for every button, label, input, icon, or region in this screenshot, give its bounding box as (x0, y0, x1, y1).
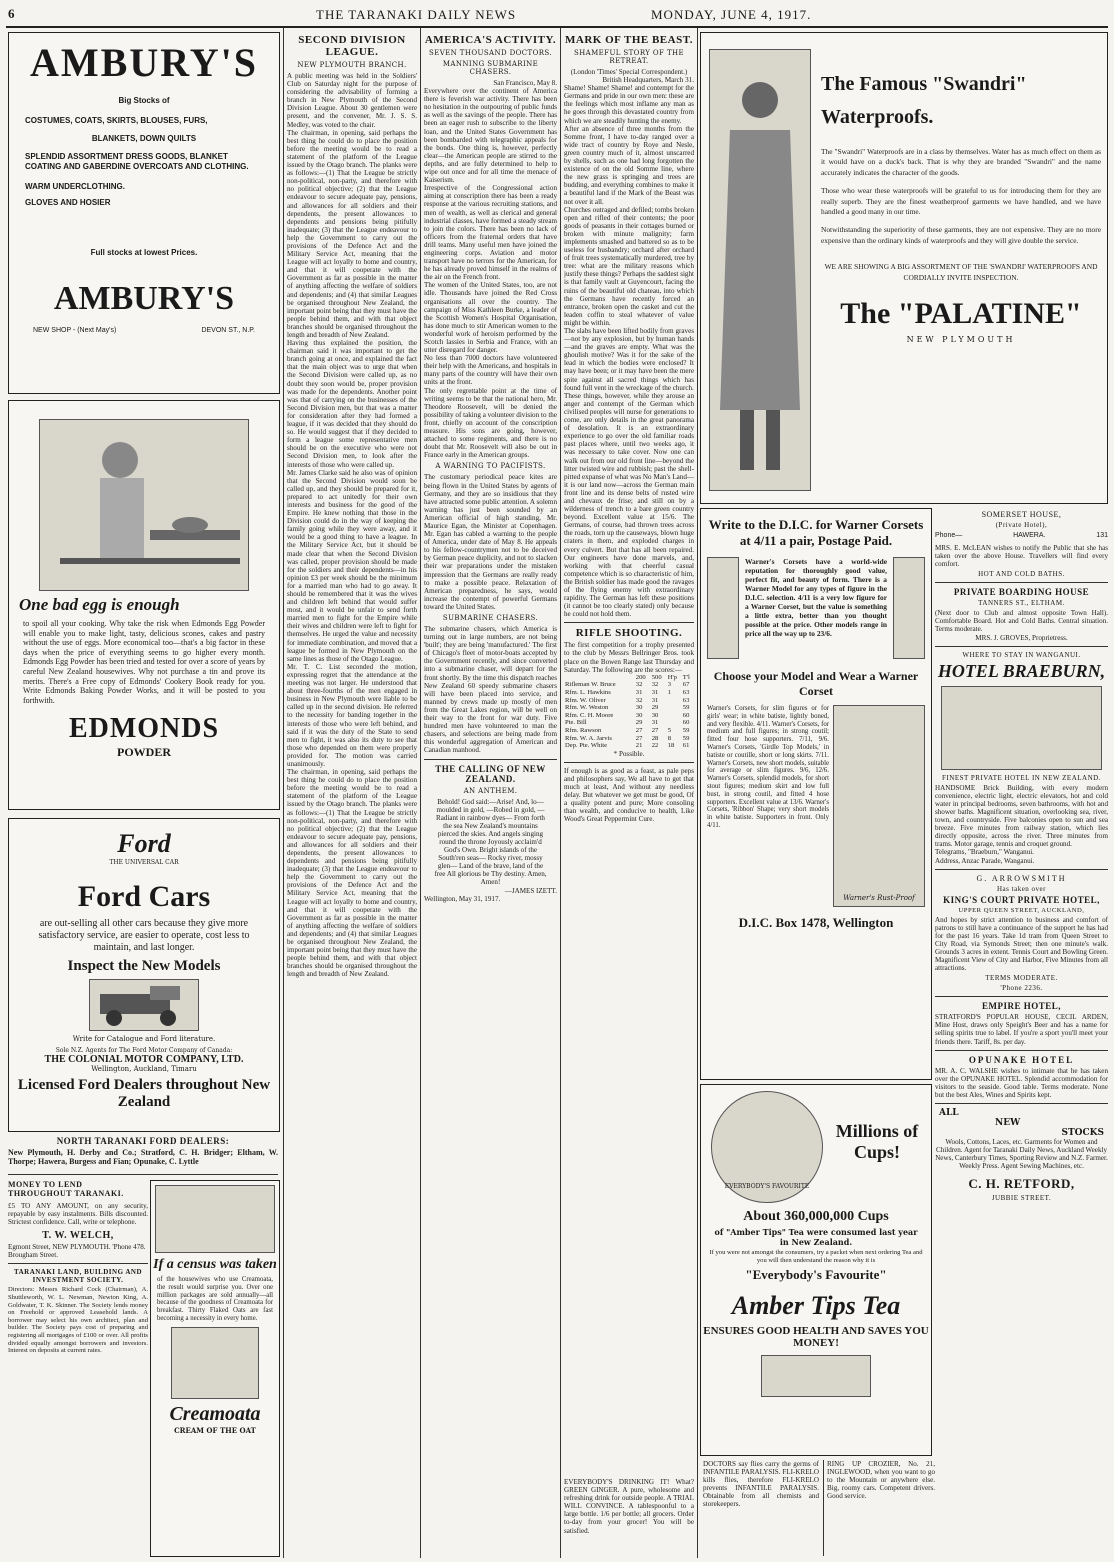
table-cell: 30 (635, 704, 643, 712)
braeburn-finest: FINEST PRIVATE HOTEL IN NEW ZEALAND. (942, 773, 1101, 782)
swandri-title-1: The Famous "Swandri" (821, 73, 1027, 95)
mark-article (564, 32, 694, 1554)
palatine-store: The "PALATINE" (840, 297, 1082, 331)
braeburn-addr: Address, Anzac Parade, Wanganui. (935, 856, 1035, 865)
swandri-p3: Notwithstanding the superiority of these garments, they are not expensive. They are no more expensive than the ordinary kinds of waterproofs and they will give double the service. (821, 225, 1101, 245)
ambury-shop: NEW SHOP - (Next May's) (33, 327, 117, 334)
mark-title: MARK OF THE BEAST. (565, 34, 693, 46)
table-cell: Pte. Bill (565, 719, 587, 727)
table-cell: 18 (667, 742, 675, 750)
league-title: SECOND DIVISION LEAGUE. (298, 34, 406, 58)
opunake-body: MR. A. C. WALSHE wishes to intimate that he has taken over the OPUNAKE HOTEL. Splendid accommodation for visitors to the seaside. Good table. Terms moderate. None but the best Ales, Wines and Spirits kept. (935, 1066, 1108, 1099)
welch-body: £5 TO ANY AMOUNT, on any security, repayable by easy instalments. Bills discounted. Strictest confidence. Call, write or telephone. (8, 1202, 148, 1227)
ambury-line-6: Full stocks at lowest Prices. (90, 248, 198, 257)
table-cell: 59 (682, 726, 690, 734)
dic-warner-ad (700, 508, 932, 1080)
creamoata-headline: If a census was taken (153, 1257, 277, 1272)
table-cell: 63 (682, 696, 690, 704)
swandri-p4: WE ARE SHOWING A BIG ASSORTMENT OF THE 'SWANDRI' WATERPROOFS AND CORDIALLY INVITE INSPECTION. (824, 262, 1098, 282)
tea-ensures: ENSURES GOOD HEALTH AND SAVES YOU MONEY! (703, 1325, 929, 1350)
tea-favourite: EVERYBODY'S FAVOURITE (724, 1183, 810, 1190)
ford-inspect: Inspect the New Models (67, 958, 221, 974)
tea-about: About 360,000,000 Cups (743, 1209, 889, 1224)
mark-p3: Churches outraged and defiled; tombs broken open and rifled of their contents; the poor goods of peasants in their cottages burned or broken with minute malignity; farm implements smashed and battered so as to be useless for husbandry; orchard after orchard of fruit trees systematically murdered, tree by tree: what are the military reasons which justify these things? Perhaps the saddest sight is that family vault at Guyencourt, facing the ruins of the beautiful old chateau, into which the Germans have recently forced an entrance, broken open the casket and cut the leaden coffin to steal whatever of value might be within. (564, 205, 694, 327)
table-cell: 27 (651, 726, 659, 734)
league-p3: Having thus explained the position, the chairman said it was important to get the branch going at once, and explained the fact that the main object was to urge that when the Second Division were called up, as no doubt they soon would be, proper provision was made for the dependents. Another point was that of carrying on the businesses of the Second Division men, but that was a matter for consideration after they had formed a league, if it was decided that they should do so. He would suggest that if they decided to form a league some representative men should be on the executive who were not Second Division men, to look after the interests of those who were called up. (287, 339, 417, 469)
retford-all: ALL (939, 1108, 959, 1118)
table-cell: 60 (682, 719, 690, 727)
table-cell: 32 (635, 696, 643, 704)
somerset-town: HAWERA. (1013, 532, 1046, 539)
braeburn-name: HOTEL BRAEBURN, (937, 660, 1106, 681)
table-cell: 31 (635, 688, 643, 696)
calling-sub: AN ANTHEM. (463, 786, 518, 795)
welch-addr: Egmont Street, NEW PLYMOUTH. 'Phone 478. (8, 1243, 146, 1252)
table-cell: Rfm. Rawson (565, 726, 602, 734)
drinking-text: EVERYBODY'S DRINKING IT! What? GREEN GINGER. A pure, wholesome and refreshing drink for outside people. A TRIAL WILL CONVINCE. A tablespoonful to a large bottle. 1/6 per bottle; all grocers. Order to-day from your grocer! You will be satisfied. (564, 1478, 694, 1535)
league-p1: A public meeting was held in the Soldiers' Club on Saturday night for the purpose of considering the advisability of forming a branch in New Plymouth of the Second Division League. About 30 gentlemen were present, and the convener, Mr. J. S. S. Medley, was voted to the chair. (287, 72, 417, 129)
table-row (564, 742, 694, 750)
ford-agents: Sole N.Z. Agents for The Ford Motor Company of Canada: (55, 1047, 233, 1054)
tea-packet-illustration (761, 1355, 871, 1397)
creamoata-package (171, 1327, 259, 1399)
ford-dealers-title: NORTH TARANAKI FORD DEALERS: (56, 1136, 230, 1146)
table-cell: 29 (651, 704, 659, 712)
welch-title: MONEY TO LEND THROUGHOUT TARANAKI. (8, 1180, 124, 1198)
ambury-line-1: COSTUMES, COATS, SKIRTS, BLOUSES, FURS, (25, 116, 208, 125)
column-rule (697, 28, 698, 1558)
table-cell: 59 (682, 734, 690, 742)
creamoata-body: of the housewives who use Creamoata, the result would surprise you. Over one million packages are sold annually—all because of the goodness of Creamoata for breakfast. Thirty Flaked Oats are fast becoming a necessity in every home. (157, 1276, 273, 1322)
kings-name: KING'S COURT PRIVATE HOTEL, (943, 894, 1100, 905)
rifle-col-500: 500 (651, 673, 662, 681)
mark-sub: SHAMEFUL STORY OF THE RETREAT. (573, 49, 685, 65)
america-p5: The only regrettable point at the time of writing seems to be that the national hero, Mr. Theodore Roosevelt, will be denied the possibility of taking a volunteer division to the front, chiefly on account of the conscription measure. His sons are going, however, attached to some regiments, and there is no doubt that Mr. Roosevelt will also be out in France early in the American groups. (424, 386, 557, 460)
rifle-col-total: T'l (682, 673, 690, 681)
boarding-title: PRIVATE BOARDING HOUSE (953, 587, 1090, 598)
woman-baking-illustration (39, 419, 249, 591)
table-cell: Dep. Pte. White (565, 742, 607, 750)
welch-column (8, 1178, 148, 1556)
table-cell: 1 (667, 688, 671, 696)
retford-new: NEW (995, 1118, 1021, 1128)
table-cell: 5 (667, 726, 671, 734)
america-sub1: SEVEN THOUSAND DOCTORS. (428, 49, 552, 57)
creamoata-ad (150, 1180, 280, 1557)
mark-p4: The slabs have been lifted bodily from graves—not by any explosion, but by human hands—and the graves are empty. What was the ghoulish motive? Was it for the sake of the lead in which the bodies were enclosed? It may have been; or it may have been the mere spite against all sacred things which has found full vent in the wreckage of the church. (564, 327, 694, 392)
braeburn-body: HANDSOME Brick Building, with every modern convenience, electric light, electric elevators, hot and cold water in principal bedrooms, seven bathrooms, with hot and shower baths. Magnificent situation, overlooking sea, river, town, and countryside. Five balconies open to sun and sea breeze. Five minutes from railway station, which lies directly opposite, across the river. Three minutes from trams. Motor garage, tennis and croquet ground. (935, 783, 1108, 849)
table-cell (667, 719, 682, 727)
retford-name: C. H. RETFORD, (968, 1176, 1075, 1192)
table-cell: 8 (667, 734, 671, 742)
tea-millions: Millions of Cups! (835, 1121, 919, 1162)
america-p1: Everywhere over the continent of America there is feverish war activity. There has been no hesitation in the outpouring of public funds as well as the savings of the people. There has been an eager rush to subscribe to the liberty loan, and the United States Government has been bombarded with telegraphic appeals for the bonds. One thing is, however, perfectly clear—the American people are stirred to the depths, and are fully determined to help to wipe out once and for all time the menace of Kaiserism. (424, 87, 557, 185)
car-icon (90, 980, 198, 1030)
ambury-ad (8, 32, 280, 394)
ford-car-illustration (89, 979, 199, 1031)
mark-p1: Shame! Shame! Shame! and contempt for the Germans and pride in our own men: these are the feelings which most inflame any man as he goes through this devastated country from which we are steadily hunting the enemy. (564, 84, 694, 125)
page-number: 6 (8, 6, 16, 21)
table-cell (667, 697, 682, 705)
opunake-name: OPUNAKE HOTEL (968, 1054, 1075, 1065)
ford-ad (8, 818, 280, 1132)
amber-tips-ad (700, 1084, 932, 1456)
kings-has: Has taken over (997, 884, 1046, 893)
rifle-note: * Possible. (613, 749, 645, 758)
ford-tag: THE UNIVERSAL CAR (109, 859, 179, 866)
table-cell (667, 704, 682, 712)
table-row (564, 712, 694, 720)
masthead (6, 4, 1108, 28)
baking-scene-icon (40, 420, 248, 590)
america-pacifists-title: A WARNING TO PACIFISTS. (435, 462, 546, 471)
league-article (287, 32, 417, 1554)
table-row (564, 704, 694, 712)
cereal-packet-illustration (155, 1185, 275, 1253)
peppermint-verse: If enough is as good as a feast, as pale peps and philosophers say, We all have to get that much at least, And without any needless delay. But whatever we get must be good, Of a quality potent and pure; More consoling than wealth, and conducive to health, Like Wood's Great Peppermint Cure. (564, 766, 694, 824)
braeburn-where: WHERE TO STAY IN WANGANUI. (962, 650, 1081, 659)
table-cell: 30 (651, 711, 659, 719)
rifle-scores-table (564, 674, 694, 750)
america-p4: No less than 7000 doctors have volunteered their help with the Americans, and hospitals in many parts of the country will have their own units at the front. (424, 354, 557, 387)
issue-date: MONDAY, JUNE 4, 1917. (651, 7, 812, 22)
swandri-title-2: Waterproofs. (821, 106, 934, 128)
ford-catalogue: Write for Catalogue and Ford literature. (72, 1035, 216, 1043)
america-p3: The women of the United States, too, are not idle. Thousands have joined the Red Cross organisations all over the country. The campaign of Miss Kathleen Burke, a leader of the Scottish Women's Hospital Organisation, has done much to stir American women to the wonderful work of heroism performed by the Scotch lassies in Serbia and France, with an utter disregard for danger. (424, 281, 557, 355)
kings-terms: TERMS MODERATE. (985, 974, 1058, 983)
table-cell: 59 (682, 704, 690, 712)
welch-brougham: Brougham Street. (8, 1251, 59, 1260)
boarding-sub: TANNERS ST., ELTHAM. (978, 599, 1065, 608)
palatine-town: NEW PLYMOUTH (906, 335, 1016, 345)
table-cell: Rfm. W. A. Jarvis (565, 734, 612, 742)
table-cell: 31 (651, 696, 659, 704)
ambury-line-2: BLANKETS, DOWN QUILTS (91, 134, 197, 143)
dic-title: Write to the D.I.C. for Warner Corsets at 4/11 a pair, Postage Paid. (708, 517, 924, 548)
column-rule (283, 28, 284, 1558)
crozier-text: RING UP CROZIER, No. 21, INGLEWOOD, when you want to go to the Mountain or anywhere else. Big, roomy cars. Competent drivers. Good service. (827, 1460, 935, 1501)
ford-dealers (8, 1134, 278, 1175)
building-body: Directors: Messrs Richard Cock (Chairman), A. Shuttleworth, W. L. Newman, Newton King, A. Goldwater, T. K. Skinner. The Society lends money on Freehold or approved Leasehold lands. A borrower may select his own architect, plan and builder. The Society pays cost of preparing and registering all mortgages of £100 or over. All profits divided equally amongst borrowers and investors. Interest on deposits at current rates. (8, 1286, 148, 1355)
ford-logo: Ford (117, 829, 171, 858)
table-cell: 67 (682, 681, 690, 689)
table-cell: 32 (651, 681, 659, 689)
dic-models: Warner's Corsets, for slim figures or for girls' wear; in white batiste, lightly boned, and very flexible. 4/11. Warner's Corsets, for medium and full figures; in strong coutil; fitted four hose supporters. 7/11, 9/6. Warner's Corsets, 'Girdle Top Models,' in batiste or coutille, short or long skirts. 7/11. Warner's Corsets, new short models, suitable for average or slim figures. 9/6, 12/6. Warner's Corsets, splendid models, for short stout figures; medium skirt and low full bust, in strong coutil, and fitted 4 hose supporters. Excellent value at 13/6. Warner's Corsets, 'Ribbon' Shape; very short models in white batiste. Supporters in front. Only 4/11. (707, 705, 829, 829)
tea-consumed: of "Amber Tips" Tea were consumed last year in New Zealand. (714, 1227, 918, 1247)
crozier-notice (823, 1460, 935, 1556)
infantile-text: DOCTORS say flies carry the germs of INFANTILE PARALYSIS. FLI-KRELO kills flies, therefore FLI-KRELO prevents INFANTILE PARALYSIS. Obtainable from all chemists and storekeepers. (703, 1460, 819, 1509)
teapot-illustration (711, 1091, 823, 1203)
table-cell: 29 (635, 719, 643, 727)
table-row (564, 681, 694, 689)
america-p6: The customary periodical peace kites are being flown in the United States by agents of Germany, and they are so insidious that they have attracted some public attention. A solemn warning has just been sounded by an American official of high standing, Mr. Maurice Egan, the Minister at Copenhagen. Mr. Egan has cabled a warning to the people of America, under date of May 8. He appeals to his fellow-countrymen not to be deceived by German peace duplicity, and not to slacken their war preparations under the mistaken impression that the Germans are really ready to make a possible peace. Relaxation of American preparedness, he says, would increase the contempt of powerful Germans toward the United States. (424, 473, 557, 611)
retford-items: Wools, Cottons, Laces, etc. Garments for Women and Children. Agent for Taranaki Daily News, Auckland Weekly News, Canterbury Times, Sporting Review and N.Z. Farmer. Weekly Press. Agent Sewing Machines, etc. (935, 1138, 1108, 1171)
empire-name: EMPIRE HOTEL, (981, 1001, 1061, 1012)
table-row (564, 727, 694, 735)
table-row (564, 719, 694, 727)
mark-p5: These things, however, while they arouse an anger and contempt of the German which civilised peoples will nurse for generations to come, are only details in the great panorama of desolation. It is an extraordinary experience to go over the old familiar roads past places where, until two weeks ago, it was necessary to take cover. Now one can walk out from our old front line—beyond the litter twisted wire and rubbish; past the shell-pitted expanse of what was No Man's Land—it is our land now—across the German main front line and its dense belts of rusted wire and chevaux de frise; and still on by a wilderness of trench to a bare green country beyond. Excellent value at 15/6. The Germans, of course, had thrown trees across the roads, torn up the causeways, blown huge craters in them, and exploded charges in every culvert. But that has all been repaired. Our engineers have done marvels, and, working with that cheerful casual competence which is so characteristic of him, the British soldier has made good the ravages of the flying enemy with extraordinary rapidity. The German has left these positions (it cannot be too clearly stated) only because he could not hold them. (564, 391, 694, 619)
table-row (564, 735, 694, 743)
retford-stocks: STOCKS (1061, 1128, 1104, 1138)
mark-dateline: British Headquarters, March 31. (602, 76, 694, 85)
tea-brand: Amber Tips Tea (731, 1291, 901, 1321)
boarding-owner: MRS. J. GROVES, Proprietress. (975, 633, 1068, 642)
america-article (424, 32, 557, 1554)
table-cell: 63 (682, 688, 690, 696)
braeburn-tele: Telegrams, "Braeburn," Wanganui. (935, 848, 1034, 857)
boarding-body: (Next door to Club and almost opposite Town Hall). Comfortable Board. Hot and Cold Baths. Central situation. Terms moderate. (935, 609, 1108, 634)
ford-company: THE COLONIAL MOTOR COMPANY, LTD. (44, 1054, 244, 1065)
edmonds-headline: One bad egg is enough (19, 595, 180, 614)
mark-p2: After an absence of three months from the Somme front, I have to-day ranged over a wide tract of country by Roye and Nesle, green country much of it, almost unscarred by shells, such as one had long forgotten the existence of on the old Somme line, where the new grass is springing and trees are budding, and everything combines to make it a beautiful land if the Mark of the Beast was not over it all. (564, 124, 694, 206)
calling-title: THE CALLING OF NEW ZEALAND. (435, 763, 546, 784)
corset-box-left (707, 557, 739, 659)
ambury-line-5: GLOVES AND HOSIER (25, 198, 111, 207)
right-column (935, 508, 1108, 1556)
america-dateline: San Francisco, May 8. (493, 79, 557, 87)
empire-body: STRATFORD'S POPULAR HOUSE, CECIL ARDEN, Mine Host, draws only Speight's Beer and has a name for selling spirits true to label. If you're a sport you'll meet your friends there. Tariff, 8s. per day. (935, 1013, 1108, 1046)
somerset-body: MRS. E. McLEAN wishes to notify the Public that she has taken over the above House. Travellers will find every comfort. (935, 544, 1108, 569)
ambury-big-stocks: Big Stocks of (118, 96, 170, 105)
table-cell: 27 (635, 726, 643, 734)
table-cell (667, 712, 682, 720)
league-p4: Mr. James Clarke said he also was of opinion that the Second Division would soon be called up, and they should be prepared for it, prepared to act unitedly for their own interests and business for the good of the Empire. He knew nothing that those in the Division could do in the way of keeping the family going while they were away, and it would be a good thing to have a league. In the Military Service Act, but it should be made clear that when the Second Division was called, proper provision should be made for the soldiers and their dependents—in his opinion £3 per week should be the minimum for a married man who had to go away. It should be remembered that it was the wives and children left behind that would suffer most, and it would be unfair to send forth married men to fight for the Empire while their wives and children were left to fight for themselves. He urged the value and necessity for immediate combination, and moved that a league be formed in New Plymouth on the same lines as those of the Otago League. (287, 468, 417, 663)
ford-licensed: Licensed Ford Dealers throughout New Zealand (17, 1077, 271, 1110)
table-cell: 3 (667, 681, 671, 689)
table-cell: Rfm. C. H. Moore (565, 711, 614, 719)
somerset-title: SOMERSET HOUSE, (981, 510, 1062, 519)
ford-body: are out-selling all other cars because they give more satisfactory service, are easier to operate, cost less to maintain, and last longer. (38, 918, 250, 953)
america-p7: The submarine chasers, which America is turning out in large numbers, are not being 'built'; they are being 'manufactured.' The first of Chicago's fleet of motor-boats accepted by the Government recently, and since converted into a submarine chaser, will depart for the front shortly. By the time this dispatch reaches New Zealand 60 speedy submarine chasers will have been placed into service, and manned by crews made up mostly of men from the Great Lakes region, will be well on their way to the front for war duty. Five hundred men have volunteered to man the chasers, and selections are being made from this wonderful aggregation of American and Canadian manhood. (424, 625, 557, 755)
rifle-intro: The first competition for a trophy presented to the club by Messrs Bellringer Bros. took place on the Bowen Range last Thursday and Saturday. The following are the scores:— (564, 641, 694, 674)
ford-title: Ford Cars (77, 880, 211, 913)
league-p5: Mr. T. C. List seconded the motion, expressing regret that the attendance at the meeting was not larger. He understood that about three-fourths of the men engaged in business in New Plymouth were liable to be called up in the second division. He referred to the necessity for banding together in the interests of those who were left behind, and said if it was the duty of the State to send men to fight, it was also its duty to see that those who depended on them were properly provided for. The motion was carried unanimously. (287, 662, 417, 768)
table-cell: Rifleman W. Bruce (565, 681, 616, 689)
rifle-col-name (564, 674, 635, 682)
man-in-waterproof-illustration (709, 49, 811, 491)
table-cell: 60 (682, 711, 690, 719)
table-cell: 31 (651, 688, 659, 696)
table-cell: Rfm. W. Oliver (565, 696, 606, 704)
table-cell: 31 (651, 719, 659, 727)
ambury-name-bottom: AMBURY'S (53, 280, 235, 317)
edmonds-ad (8, 400, 280, 810)
rifle-title: RIFLE SHOOTING. (575, 627, 683, 640)
calling-poem: Behold! God said:—Arise! And, lo—moulded in gold, —Robed in gold, —Radiant in rainbow dyes— From forth the sea New Zealand's mountains pierced the skies. And angels singing round the throne Joyously acclaim'd God's Own. Bright islands of the South'ren seas— Rocky river, mossy glen— Land of the brave, land of the free All glorious be Thy destiny. Amen, Amen! (434, 797, 547, 887)
dic-brand: Warner's Rust-Proof (843, 894, 915, 902)
league-sub: NEW PLYMOUTH BRANCH. (297, 61, 407, 69)
america-title: AMERICA'S ACTIVITY. (424, 34, 557, 46)
edmonds-product: POWDER (117, 745, 171, 760)
swandri-p1: The "Swandri" Waterproofs are in a class by themselves. Water has as much effect on them as it would have on a duck's back. That is why they are branded "Swandri" and the name accurately indicates the character of the goods. (821, 147, 1101, 177)
league-p1-cont: The chairman, in opening, said perhaps the best thing he could do to place the position before the meeting would be to read a statement of the platform of the League issued by the Otago branch. The planks were as follows:—(1) That the League be strictly non-political, non-party, and therefore with no political objective; (2) that the League endeavour to secure adequate pay, pensions, and allowances for all soldiers and their dependents, the present allowances to dependents and pensions being pitifully inadequate; (3) that the League endeavour to help the Government to carry out the provisions of the Defence Act and the Military Service Act, meaning that the League will act loyally to home and country, and that it will cooperate with the Government as far as possible in the matter of anything affecting the welfare of soldiers and dependents; and (4) that similar Leagues be organised throughout New Zealand, the important point being that they must have the people behind them, and with that object branches should be organised throughout the length and breadth of New Zealand. (287, 768, 417, 979)
tea-note: If you were not amongst the consumers, try a packet when next ordering Tea and you will then understand the reason why it is (709, 1249, 923, 1265)
somerset-phone: Phone— (935, 532, 963, 539)
mark-corr: (London 'Times' Special Correspondent.) (570, 68, 688, 76)
kings-body: And hopes by strict attention to business and comfort of patrons to still have a continuance of the support he has had for the past 16 years. Take 1d tram from Queen Street to City Road, via Symonds Street; then one minute's walk. Grounds 3 acres in extent. Tennis Court and Bowling Green. Magnificent View of City and Harbor, Five Minutes from all attractions. (935, 915, 1108, 973)
table-row (564, 697, 694, 705)
america-submarine-title: SUBMARINE CHASERS. (442, 614, 539, 622)
welch-name: T. W. WELCH, (42, 1230, 114, 1242)
somerset-num: 131 (1096, 532, 1108, 539)
somerset-sub: (Private Hotel), (995, 521, 1048, 529)
table-cell: 28 (651, 734, 659, 742)
creamoata-tag: CREAM OF THE OAT (174, 1425, 256, 1435)
table-cell: 30 (635, 711, 643, 719)
infantile-notice (703, 1460, 819, 1556)
corset-figure-illustration (833, 705, 925, 907)
creamoata-brand: Creamoata (169, 1402, 261, 1425)
table-cell: 32 (635, 681, 643, 689)
table-cell: 61 (682, 742, 690, 750)
dic-choose: Choose your Model and Wear a Warner Corset (713, 669, 919, 698)
dic-body: Warner's Corsets have a world-wide reputation for thoroughly good value, perfect fit, and beauty of form. There is a Warner Model for any types of figure in the D.I.C. selection. 4/11 is a very low figure for a Warner Corset, but the value is something a little extra, better than you thought possible at the price. Other models range in price all the way up to 23/6. (745, 557, 887, 638)
america-sub2: MANNING SUBMARINE CHASERS. (442, 60, 539, 76)
kings-phone: 'Phone 2236. (1000, 984, 1043, 993)
drinking-ad (564, 1478, 694, 1554)
edmonds-body: to spoil all your cooking. Why take the risk when Edmonds Egg Powder will enable you to make light, tasty, delicious scones, cakes and pastry without the use of eggs. More economical too—that's a big factor in these days when the price of everything seems to go higher every month. Edmonds Egg Powder has been tried and tested for over a score of years by careful New Zealand housewives. Why not purchase a tin and prove its merits. There's a Free copy of Edmonds' Cookery Book ready for you. Write Edmonds Baking Powder Works, and it will be posted to you forthwith. (23, 619, 265, 705)
table-cell: Rfm. W. Weston (565, 704, 609, 712)
tea-favourite-2: "Everybody's Favourite" (745, 1267, 887, 1283)
swandri-ad (700, 32, 1108, 504)
table-cell: 27 (635, 734, 643, 742)
kings-owner: G. ARROWSMITH (976, 873, 1067, 883)
column-rule (560, 28, 561, 1558)
figure-icon (710, 50, 810, 490)
league-p2: The chairman, in opening, said perhaps the best thing he could do to place the position before the meeting would be to read a statement of the platform of the League issued by the Otago branch. The planks were as follows:—(1) That the League be strictly non-political, non-party, and therefore with no political objective; (2) that the League endeavour to secure adequate pay, pensions, and allowances for all soldiers and their dependents, the present allowances to dependents and pensions being pitifully inadequate; (3) that the League endeavour to help the Government to carry out the provisions of the Defence Act and the Military Service Act, meaning that the League will act loyally to home and country, and that it will cooperate with the Government as far as possible in the matter of anything affecting the welfare of soldiers and dependents; and (4) that similar Leagues be organised throughout New Zealand, the important point being that they must have the people behind them, and with that object branches should be organised throughout the length and breadth of New Zealand. (287, 128, 417, 339)
rifle-header-row (564, 674, 694, 682)
table-row (564, 689, 694, 697)
ford-dealers-list: New Plymouth, H. Derby and Co.; Stratford, C. H. Bridger; Eltham, W. Thorpe; Hawera, Burgess and Fian; Opunake, C. Lyttle (8, 1148, 278, 1166)
calling-place: Wellington, May 31, 1917. (424, 894, 501, 903)
america-p2: Irrespective of the Congressional action aiming at conscription there has been a ready response at the various recruiting stations, and men of wealth, as well as clerical and general industrial classes, have formed a steady stream to join the colors. There has been no lack of officers from the fraternal orders that have drill teams. Many useful men have joined the engineering corps. Aviation and motor transport have no terrors for the American, for he has already proved himself in the realms of the air on the French front. (424, 184, 557, 282)
hotel-building-illustration (941, 686, 1102, 770)
ambury-name: AMBURY'S (30, 40, 258, 85)
ambury-street: DEVON ST., N.P. (201, 327, 255, 334)
table-cell: 21 (635, 742, 643, 750)
swandri-p2: Those who wear these waterproofs will be grateful to us for introducing them for they are really superb. They are the finest weatherproof garments we have handled, and we have handled a good many in our time. (821, 186, 1101, 217)
somerset-hot: HOT AND COLD BATHS. (978, 570, 1065, 579)
edmonds-brand: EDMONDS (68, 713, 220, 745)
table-cell: Rfm. L. Hawkins (565, 688, 611, 696)
corset-box-right (893, 557, 925, 659)
retford-street: JUBBIE STREET. (991, 1194, 1052, 1203)
paper-title: THE TARANAKI DAILY NEWS (316, 7, 517, 22)
building-title: TARANAKI LAND, BUILDING AND INVESTMENT SOCIETY. (13, 1268, 143, 1285)
column-rule (420, 28, 421, 1558)
ambury-line-4: WARM UNDERCLOTHING. (25, 182, 125, 191)
ambury-line-3: SPLENDID ASSORTMENT DRESS GOODS, BLANKET COATING AND GABERDINE OVERCOATS AND CLOTHING. (25, 152, 249, 171)
rifle-col-hp: H'p (667, 673, 677, 681)
dic-address: D.I.C. Box 1478, Wellington (738, 915, 894, 930)
table-cell: 22 (651, 742, 659, 750)
ford-city: Wellington, Auckland, Timaru (91, 1065, 197, 1073)
calling-author: —JAMES IZETT. (504, 886, 557, 895)
kings-addr: UPPER QUEEN STREET, AUCKLAND, (958, 906, 1085, 914)
rifle-col-200: 200 (635, 673, 646, 681)
